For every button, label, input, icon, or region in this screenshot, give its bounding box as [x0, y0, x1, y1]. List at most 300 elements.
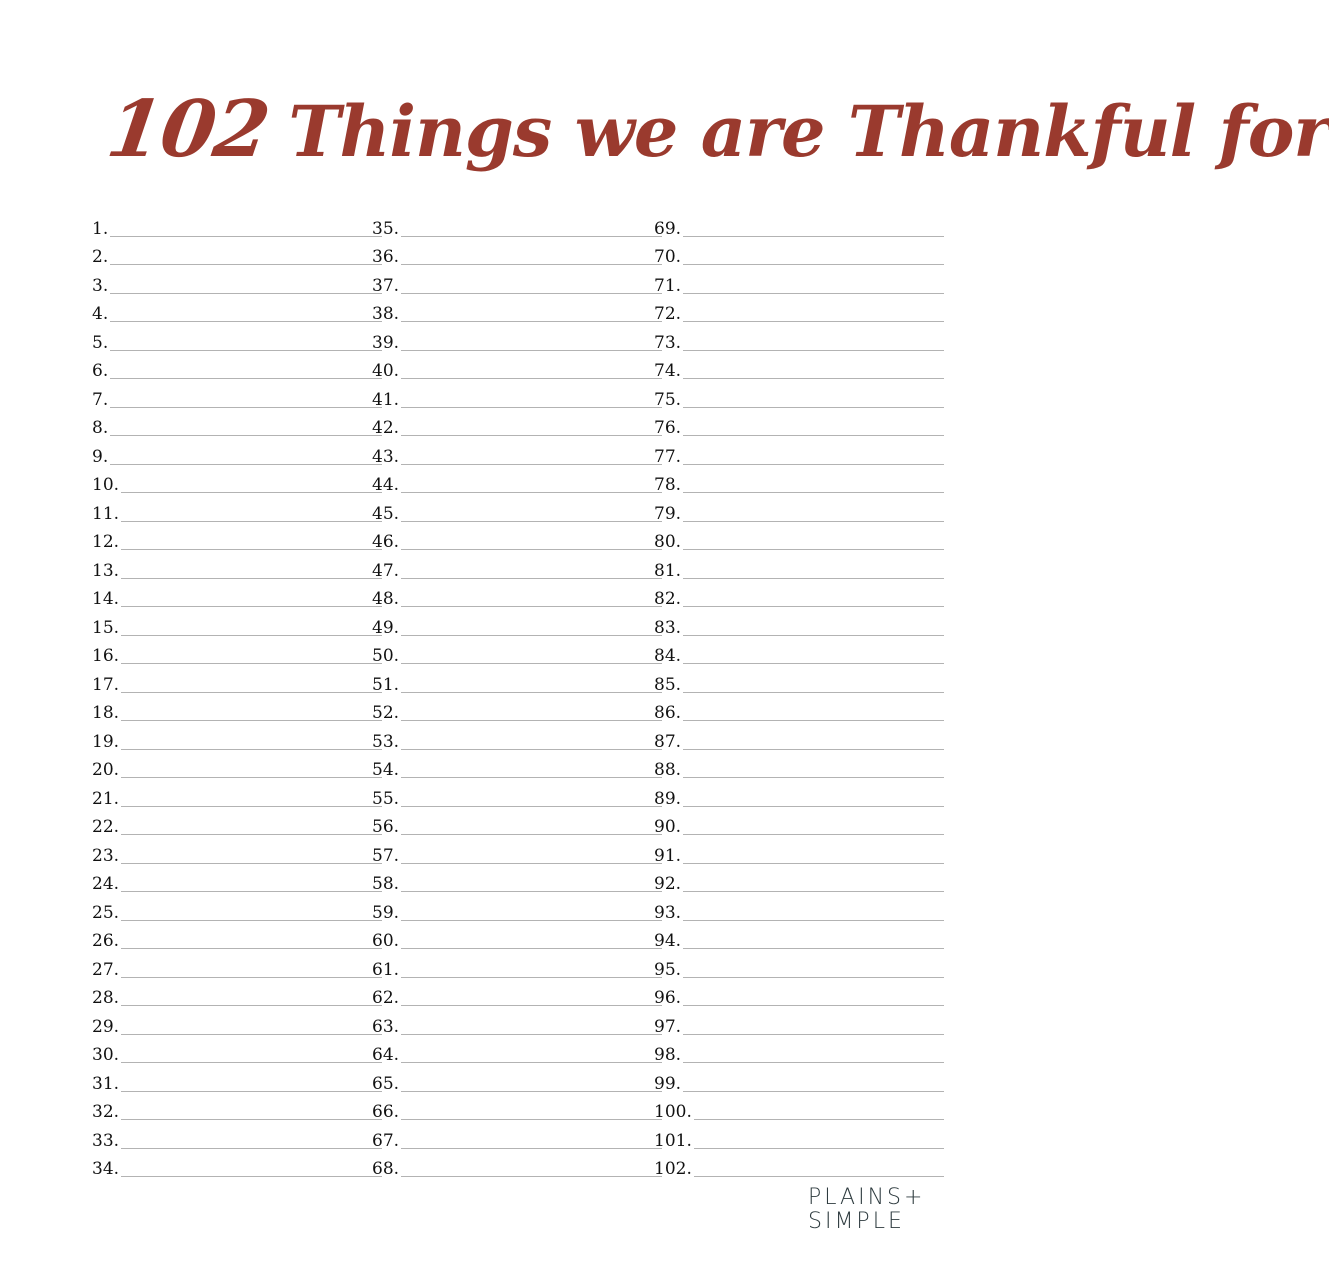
list-item	[654, 1122, 944, 1151]
item-number: 29.	[92, 1016, 120, 1037]
list-item	[654, 1094, 944, 1123]
writing-line[interactable]	[401, 777, 662, 778]
list-item	[372, 923, 662, 952]
item-number: 62.	[372, 988, 400, 1008]
writing-line[interactable]	[121, 749, 382, 750]
list-item	[654, 296, 944, 325]
list-item	[92, 1065, 382, 1094]
item-number: 58.	[372, 874, 400, 894]
list-item	[654, 467, 944, 496]
list-item	[654, 809, 944, 838]
item-number: 75.	[654, 389, 682, 410]
item-number: 31.	[92, 1073, 120, 1094]
list-item	[654, 1065, 944, 1094]
item-number: 83.	[654, 617, 682, 638]
list-item	[92, 609, 382, 638]
item-number: 87.	[654, 731, 682, 752]
list-item	[92, 410, 382, 439]
item-number: 46.	[372, 532, 400, 552]
item-number: 11.	[92, 503, 120, 524]
writing-line[interactable]	[121, 1005, 382, 1006]
writing-line[interactable]	[401, 1062, 662, 1063]
item-number: 100.	[654, 1102, 692, 1122]
writing-line[interactable]	[401, 492, 662, 493]
item-number: 96.	[654, 988, 682, 1008]
list-item	[654, 410, 944, 439]
writing-line[interactable]	[121, 977, 382, 978]
item-number: 44.	[372, 475, 400, 495]
list-item	[654, 581, 944, 610]
list-item	[92, 353, 382, 382]
writing-line[interactable]	[401, 920, 662, 921]
list-item	[372, 267, 662, 296]
list-item	[372, 1151, 662, 1180]
item-number: 39.	[372, 332, 400, 353]
list-item	[372, 239, 662, 268]
writing-line[interactable]	[121, 492, 382, 493]
list-item	[372, 324, 662, 353]
brand-line-1: PLAINS+	[808, 1185, 926, 1210]
list-item	[654, 324, 944, 353]
item-number: 78.	[654, 475, 682, 495]
writing-line[interactable]	[110, 321, 382, 322]
writing-line[interactable]	[121, 578, 382, 579]
list-item	[372, 495, 662, 524]
list-item	[92, 581, 382, 610]
item-number: 47.	[372, 560, 400, 581]
item-number: 63.	[372, 1016, 400, 1037]
item-number: 65.	[372, 1073, 400, 1094]
writing-line[interactable]	[121, 1148, 382, 1149]
item-number: 66.	[372, 1102, 400, 1122]
list-item	[654, 837, 944, 866]
item-number: 60.	[372, 931, 400, 951]
writing-line[interactable]	[121, 1062, 382, 1063]
writing-line[interactable]	[121, 606, 382, 607]
writing-line[interactable]	[401, 749, 662, 750]
item-number: 61.	[372, 959, 400, 980]
item-number: 35.	[372, 218, 400, 239]
list-item	[654, 210, 944, 239]
writing-line[interactable]	[401, 464, 662, 465]
list-item	[372, 695, 662, 724]
writing-line[interactable]	[683, 977, 944, 978]
item-number: 54.	[372, 760, 400, 780]
list-item	[372, 381, 662, 410]
item-number: 71.	[654, 275, 682, 296]
list-item	[92, 524, 382, 553]
list-item	[372, 780, 662, 809]
item-number: 4.	[92, 304, 109, 324]
list-item	[92, 1008, 382, 1037]
list-item	[92, 210, 382, 239]
item-number: 17.	[92, 674, 120, 695]
item-number: 80.	[654, 532, 682, 552]
item-number: 74.	[654, 361, 682, 381]
list-item	[92, 381, 382, 410]
item-number: 40.	[372, 361, 400, 381]
list-item	[372, 723, 662, 752]
writing-line[interactable]	[110, 378, 382, 379]
list-item	[372, 837, 662, 866]
item-number: 98.	[654, 1045, 682, 1065]
writing-line[interactable]	[401, 806, 662, 807]
writing-line[interactable]	[683, 407, 944, 408]
writing-line[interactable]	[121, 920, 382, 921]
writing-line[interactable]	[683, 321, 944, 322]
item-number: 51.	[372, 674, 400, 695]
item-number: 24.	[92, 874, 120, 894]
item-number: 85.	[654, 674, 682, 695]
list-item	[654, 438, 944, 467]
writing-line[interactable]	[683, 749, 944, 750]
writing-line[interactable]	[683, 1091, 944, 1092]
list-column-3	[654, 210, 944, 1179]
list-item	[92, 296, 382, 325]
writing-line[interactable]	[110, 464, 382, 465]
item-number: 94.	[654, 931, 682, 951]
item-number: 70.	[654, 247, 682, 267]
list-item	[92, 1037, 382, 1066]
item-number: 89.	[654, 788, 682, 809]
list-item	[654, 980, 944, 1009]
writing-line[interactable]	[110, 350, 382, 351]
writing-line[interactable]	[401, 635, 662, 636]
item-number: 38.	[372, 304, 400, 324]
writing-line[interactable]	[110, 435, 382, 436]
writing-line[interactable]	[121, 1091, 382, 1092]
list-item	[92, 752, 382, 781]
writing-line[interactable]	[110, 264, 382, 265]
writing-line[interactable]	[683, 1005, 944, 1006]
item-number: 23.	[92, 845, 120, 866]
item-number: 91.	[654, 845, 682, 866]
item-number: 20.	[92, 760, 120, 780]
item-number: 30.	[92, 1045, 120, 1065]
item-number: 28.	[92, 988, 120, 1008]
item-number: 32.	[92, 1102, 120, 1122]
writing-line[interactable]	[683, 920, 944, 921]
list-item	[92, 695, 382, 724]
writing-line[interactable]	[401, 578, 662, 579]
list-item	[92, 809, 382, 838]
writing-line[interactable]	[121, 777, 382, 778]
list-item	[372, 980, 662, 1009]
item-number: 101.	[654, 1130, 692, 1151]
list-item	[372, 666, 662, 695]
writing-line[interactable]	[683, 663, 944, 664]
list-item	[92, 324, 382, 353]
list-item	[92, 552, 382, 581]
writing-line[interactable]	[110, 407, 382, 408]
writing-line[interactable]	[401, 293, 662, 294]
list-item	[654, 495, 944, 524]
item-number: 16.	[92, 646, 120, 666]
writing-line[interactable]	[683, 1034, 944, 1035]
writing-line[interactable]	[401, 378, 662, 379]
writing-line[interactable]	[110, 236, 382, 237]
item-number: 95.	[654, 959, 682, 980]
item-number: 7.	[92, 389, 109, 410]
item-number: 2.	[92, 247, 109, 267]
list-item	[92, 894, 382, 923]
item-number: 12.	[92, 532, 120, 552]
title-number: 102	[101, 84, 275, 175]
item-number: 41.	[372, 389, 400, 410]
item-number: 82.	[654, 589, 682, 609]
writing-line[interactable]	[401, 321, 662, 322]
list-item	[654, 381, 944, 410]
writing-line[interactable]	[683, 606, 944, 607]
writing-line[interactable]	[683, 378, 944, 379]
writing-line[interactable]	[121, 806, 382, 807]
list-item	[654, 723, 944, 752]
writing-line[interactable]	[683, 891, 944, 892]
writing-line[interactable]	[683, 692, 944, 693]
list-item	[92, 923, 382, 952]
item-number: 33.	[92, 1130, 120, 1151]
item-number: 68.	[372, 1159, 400, 1179]
writing-line[interactable]	[401, 891, 662, 892]
writing-line[interactable]	[121, 692, 382, 693]
list-item	[92, 239, 382, 268]
item-number: 50.	[372, 646, 400, 666]
item-number: 13.	[92, 560, 120, 581]
writing-line[interactable]	[401, 720, 662, 721]
list-item	[372, 1094, 662, 1123]
list-item	[654, 267, 944, 296]
writing-line[interactable]	[121, 720, 382, 721]
item-number: 49.	[372, 617, 400, 638]
writing-line[interactable]	[401, 264, 662, 265]
item-number: 26.	[92, 931, 120, 951]
title-text: Things we are Thankful for	[288, 90, 1329, 173]
writing-line[interactable]	[401, 948, 662, 949]
list-item	[654, 609, 944, 638]
item-number: 18.	[92, 703, 120, 723]
item-number: 19.	[92, 731, 120, 752]
writing-line[interactable]	[121, 663, 382, 664]
list-item	[372, 1008, 662, 1037]
item-number: 36.	[372, 247, 400, 267]
item-number: 67.	[372, 1130, 400, 1151]
list-item	[92, 666, 382, 695]
item-number: 48.	[372, 589, 400, 609]
writing-line[interactable]	[683, 1062, 944, 1063]
list-item	[92, 1122, 382, 1151]
writing-line[interactable]	[401, 435, 662, 436]
item-number: 93.	[654, 902, 682, 923]
writing-line[interactable]	[694, 1148, 944, 1149]
writing-line[interactable]	[401, 1148, 662, 1149]
item-number: 59.	[372, 902, 400, 923]
writing-line[interactable]	[121, 948, 382, 949]
brand-logo	[808, 1186, 958, 1234]
writing-line[interactable]	[683, 264, 944, 265]
list-item	[372, 609, 662, 638]
writing-line[interactable]	[683, 236, 944, 237]
item-number: 84.	[654, 646, 682, 666]
list-item	[92, 438, 382, 467]
list-item	[654, 780, 944, 809]
item-number: 45.	[372, 503, 400, 524]
list-item	[654, 638, 944, 667]
item-number: 88.	[654, 760, 682, 780]
list-item	[372, 951, 662, 980]
list-item	[654, 866, 944, 895]
writing-line[interactable]	[121, 891, 382, 892]
item-number: 77.	[654, 446, 682, 467]
writing-line[interactable]	[401, 663, 662, 664]
item-number: 56.	[372, 817, 400, 837]
item-number: 69.	[654, 218, 682, 239]
item-number: 6.	[92, 361, 109, 381]
list-item	[92, 780, 382, 809]
item-number: 52.	[372, 703, 400, 723]
item-number: 21.	[92, 788, 120, 809]
writing-line[interactable]	[121, 521, 382, 522]
writing-line[interactable]	[401, 549, 662, 550]
list-item	[92, 495, 382, 524]
writing-line[interactable]	[401, 521, 662, 522]
item-number: 8.	[92, 418, 109, 438]
writing-line[interactable]	[401, 977, 662, 978]
list-item	[372, 638, 662, 667]
writing-line[interactable]	[683, 435, 944, 436]
list-item	[92, 980, 382, 1009]
writing-line[interactable]	[121, 549, 382, 550]
writing-line[interactable]	[401, 1091, 662, 1092]
list-item	[372, 410, 662, 439]
writing-line[interactable]	[694, 1176, 944, 1177]
list-item	[372, 581, 662, 610]
list-item	[654, 695, 944, 724]
list-item	[92, 1094, 382, 1123]
list-item	[654, 894, 944, 923]
list-item	[372, 809, 662, 838]
item-number: 27.	[92, 959, 120, 980]
item-number: 42.	[372, 418, 400, 438]
list-item	[372, 866, 662, 895]
list-item	[92, 837, 382, 866]
writing-line[interactable]	[401, 407, 662, 408]
item-number: 5.	[92, 332, 109, 353]
list-item	[654, 1037, 944, 1066]
item-number: 64.	[372, 1045, 400, 1065]
item-number: 86.	[654, 703, 682, 723]
item-number: 81.	[654, 560, 682, 581]
list-item	[372, 752, 662, 781]
writing-line[interactable]	[683, 521, 944, 522]
list-item	[654, 1151, 944, 1180]
item-number: 57.	[372, 845, 400, 866]
writing-line[interactable]	[401, 1176, 662, 1177]
list-item	[372, 210, 662, 239]
item-number: 1.	[92, 218, 109, 239]
list-item	[654, 923, 944, 952]
list-item	[372, 353, 662, 382]
writing-line[interactable]	[401, 834, 662, 835]
item-number: 25.	[92, 902, 120, 923]
list-item	[654, 552, 944, 581]
list-item	[92, 467, 382, 496]
writing-line[interactable]	[683, 948, 944, 949]
item-number: 9.	[92, 446, 109, 467]
list-item	[92, 951, 382, 980]
list-item	[92, 723, 382, 752]
writing-line[interactable]	[683, 720, 944, 721]
list-item	[654, 951, 944, 980]
item-number: 99.	[654, 1073, 682, 1094]
list-item	[654, 239, 944, 268]
item-number: 79.	[654, 503, 682, 524]
writing-line[interactable]	[683, 834, 944, 835]
list-item	[654, 353, 944, 382]
writing-line[interactable]	[683, 293, 944, 294]
writing-line[interactable]	[110, 293, 382, 294]
list-column-2	[372, 210, 662, 1179]
item-number: 22.	[92, 817, 120, 837]
writing-line[interactable]	[401, 606, 662, 607]
writing-line[interactable]	[121, 863, 382, 864]
writing-line[interactable]	[683, 492, 944, 493]
writing-line[interactable]	[683, 635, 944, 636]
writing-line[interactable]	[683, 350, 944, 351]
writing-line[interactable]	[683, 806, 944, 807]
writing-line[interactable]	[683, 863, 944, 864]
list-item	[372, 296, 662, 325]
writing-line[interactable]	[121, 1119, 382, 1120]
writing-line[interactable]	[683, 549, 944, 550]
list-item	[372, 1037, 662, 1066]
writing-line[interactable]	[401, 1005, 662, 1006]
item-number: 90.	[654, 817, 682, 837]
writing-line[interactable]	[401, 1034, 662, 1035]
item-number: 53.	[372, 731, 400, 752]
writing-line[interactable]	[401, 863, 662, 864]
list-item	[92, 267, 382, 296]
item-number: 15.	[92, 617, 120, 638]
item-number: 76.	[654, 418, 682, 438]
list-item	[92, 638, 382, 667]
writing-line[interactable]	[683, 464, 944, 465]
list-item	[372, 438, 662, 467]
list-item	[92, 1151, 382, 1180]
writing-line[interactable]	[121, 1034, 382, 1035]
writing-line[interactable]	[694, 1119, 944, 1120]
item-number: 72.	[654, 304, 682, 324]
item-number: 10.	[92, 475, 120, 495]
writing-line[interactable]	[401, 1119, 662, 1120]
list-item	[654, 524, 944, 553]
writing-line[interactable]	[401, 692, 662, 693]
item-number: 3.	[92, 275, 109, 296]
writing-line[interactable]	[401, 350, 662, 351]
list-item	[372, 552, 662, 581]
list-column-1	[92, 210, 382, 1179]
list-item	[372, 894, 662, 923]
item-number: 14.	[92, 589, 120, 609]
writing-line[interactable]	[683, 777, 944, 778]
writing-line[interactable]	[121, 1176, 382, 1177]
writing-line[interactable]	[121, 635, 382, 636]
list-item	[372, 524, 662, 553]
writing-line[interactable]	[121, 834, 382, 835]
item-number: 73.	[654, 332, 682, 353]
item-number: 97.	[654, 1016, 682, 1037]
writing-line[interactable]	[401, 236, 662, 237]
writing-line[interactable]	[683, 578, 944, 579]
